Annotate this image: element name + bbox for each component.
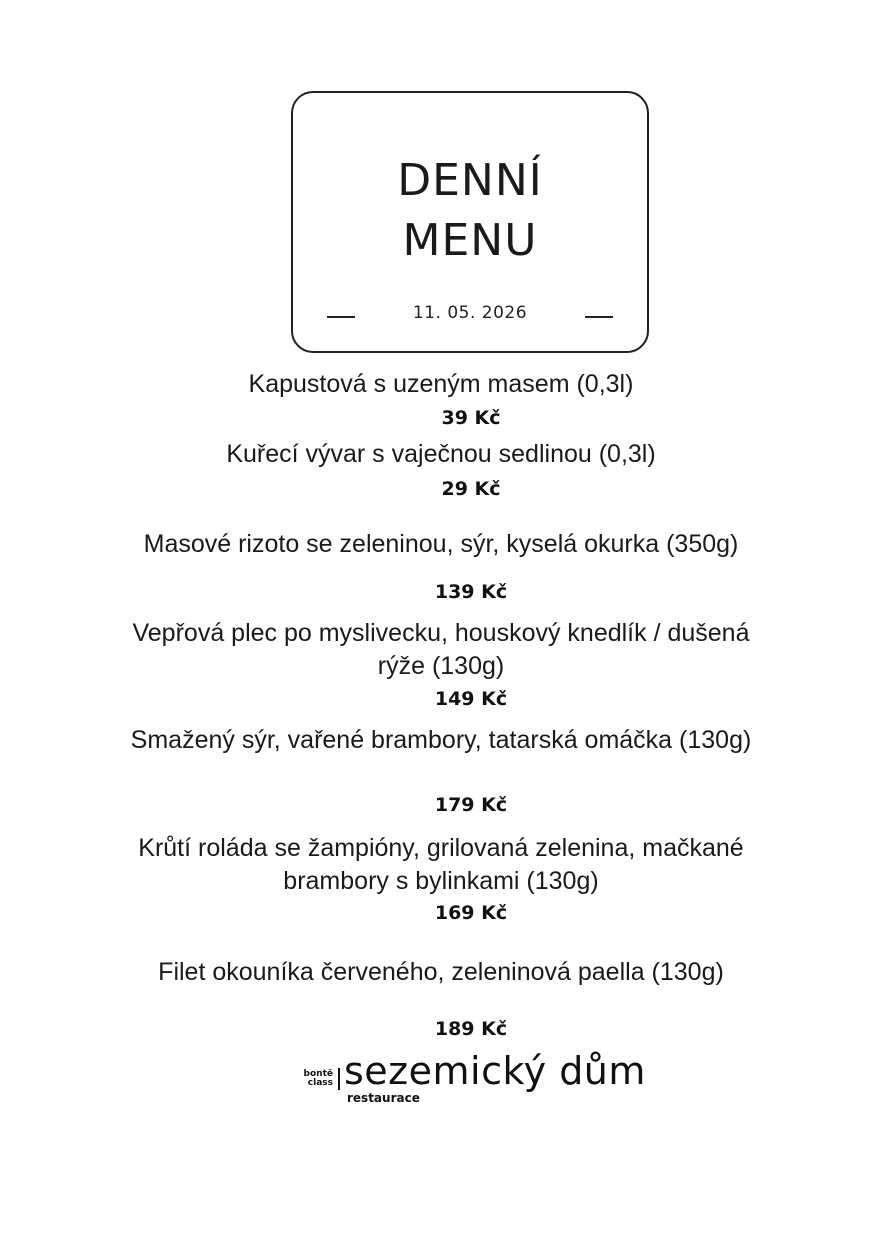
dish-price: 29 Kč [441,478,501,500]
date-dash-right [585,316,613,318]
dish-price: 39 Kč [441,407,501,429]
logo-divider [338,1068,340,1090]
dish-name: Masové rizoto se zeleninou, sýr, kyselá okurka (350g) [143,530,739,558]
dish-name: Smažený sýr, vařené brambory, tatarská omáčka (130g) [130,726,752,754]
restaurant-logo [297,1049,667,1110]
dish-name: Vepřová plec po myslivecku, houskový knedlík / dušená rýže (130g) [132,619,750,680]
logo-brand-small [297,1070,333,1088]
menu-date: 11. 05. 2026 [412,303,528,323]
logo-subtitle: restaurace [347,1091,420,1105]
dish-name: Kuřecí vývar s vaječnou sedlinou (0,3l) [226,440,656,468]
dish-price: 139 Kč [434,581,508,603]
dish-price: 179 Kč [434,794,508,816]
date-row [293,303,647,327]
menu-title-line1: DENNÍ [397,155,543,206]
dish-name: Filet okouníka červeného, zeleninová paella (130g) [158,958,724,986]
header-frame [291,91,649,353]
dish-name: Krůtí roláda se žampióny, grilovaná zelenina, mačkané brambory s bylinkami (130g) [138,834,744,895]
dish-price: 169 Kč [434,902,508,924]
dish-price: 189 Kč [434,1018,508,1040]
dish-price: 149 Kč [434,688,508,710]
dish-name: Kapustová s uzeným masem (0,3l) [248,370,634,398]
logo-brand-line2: class [307,1078,333,1088]
menu-title-line2: MENU [402,215,538,266]
logo-brand-line1: bontě [303,1069,333,1079]
logo-name: sezemický dům [344,1049,646,1093]
